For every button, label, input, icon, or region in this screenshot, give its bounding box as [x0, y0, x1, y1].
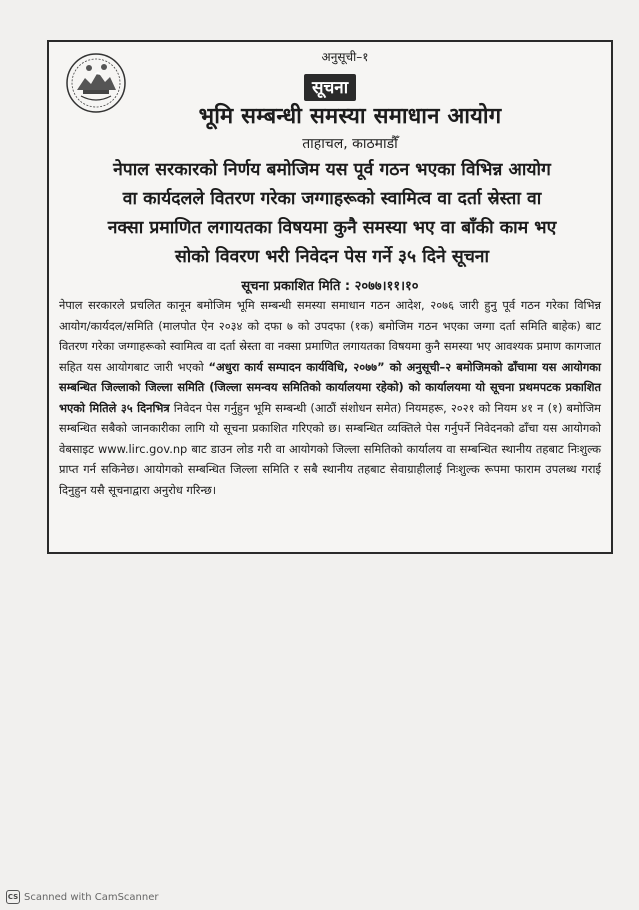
headline-line: वा कार्यदलले वितरण गरेका जग्गाहरूको स्वामित्व वा दर्ता स्रेस्ता वा — [122, 189, 542, 209]
scanner-text: Scanned with CamScanner — [24, 891, 159, 903]
notice-body — [59, 295, 601, 500]
notice-box — [47, 40, 613, 554]
annex-label: अनुसूची–१ — [321, 50, 369, 64]
body-text-part: निवेदन पेस गर्नुहुन भूमि सम्बन्धी (आठौं संशोधन समेत) नियमहरू, २०२१ को नियम ४१ न (१) बमोजिम सम्बन्धित सबैको जानकारीका लागि यो सूचना प्रकाशित गरिएको छ। सम्बन्धित व्यक्तिले पेस गर्नुपर्ने निवेदनको ढाँचा यस आयोगको वेबसाइट www.lirc.gov.np बाट डाउन लोड गरी वा आयोगको जिल्ला समितिको कार्यालय वा सम्बन्धित स्थानीय तहबाट निःशुल्क प्राप्त गर्न सकिनेछ। आयोगको सम्बन्धित जिल्ला समिति र सबै स्थानीय तहबाट सेवाग्राहीलाई निःशुल्क रूपमा फाराम उपलब्ध गराई दिनुहुन यसै सूचनाद्वारा अनुरोध गरिन्छ। — [59, 400, 601, 497]
organization-name: भूमि सम्बन्धी समस्या समाधान आयोग — [198, 104, 502, 129]
publication-date: सूचना प्रकाशित मिति : २०७७।११।१० — [241, 279, 419, 294]
headline-line: सोको विवरण भरी निवेदन पेस गर्ने ३५ दिने सूचना — [174, 247, 490, 267]
headline-line: नक्सा प्रमाणित लगायतका विषयमा कुनै समस्या भए वा बाँकी काम भए — [107, 218, 557, 238]
headline-line: नेपाल सरकारको निर्णय बमोजिम यस पूर्व गठन भएका विभिन्न आयोग — [113, 160, 551, 180]
body-text-part: नेपाल सरकारले प्रचलित कानून बमोजिम भूमि सम्बन्धी समस्या समाधान गठन आदेश, २०७६ जारी हुनु पूर्व गठन गरेका विभिन्न आयोग/कार्यदल/समिति (मालपोत ऐन २०३४ को दफा ७ को उपदफा (१क) बमोजिम गठन भएका जग्गा दर्ता समिति बाहेक) बाट वितरण गरेका जग्गाहरूको स्वामित्व वा दर्ता स्रेस्ता वा नक्सा प्रमाणित लगायतका विषयमा कुनै समस्या भए आवश्यक प्रमाण कागजात सहित यस आयोगबाट जारी भएको — [59, 298, 601, 374]
body-text-bold: “अधुरा कार्य सम्पादन कार्यविधि, २०७७” को अनुसूची–२ बमोजिमको ढाँचामा यस आयोगका सम्बन्धित जिल्लाको जिल्ला समिति (जिल्ला समन्वय समितिको कार्यालयमा रहेको) को कार्यालयमा यो सूचना प्रथमपटक प्रकाशित भएको मितिले ३५ दिनभित्र — [59, 359, 601, 415]
organization-address: ताहाचल, काठमाडौँ — [302, 136, 398, 152]
scanner-watermark — [6, 890, 159, 904]
notice-headline — [67, 156, 597, 272]
camscanner-icon: CS — [6, 890, 20, 904]
notice-badge: सूचना — [304, 74, 356, 101]
